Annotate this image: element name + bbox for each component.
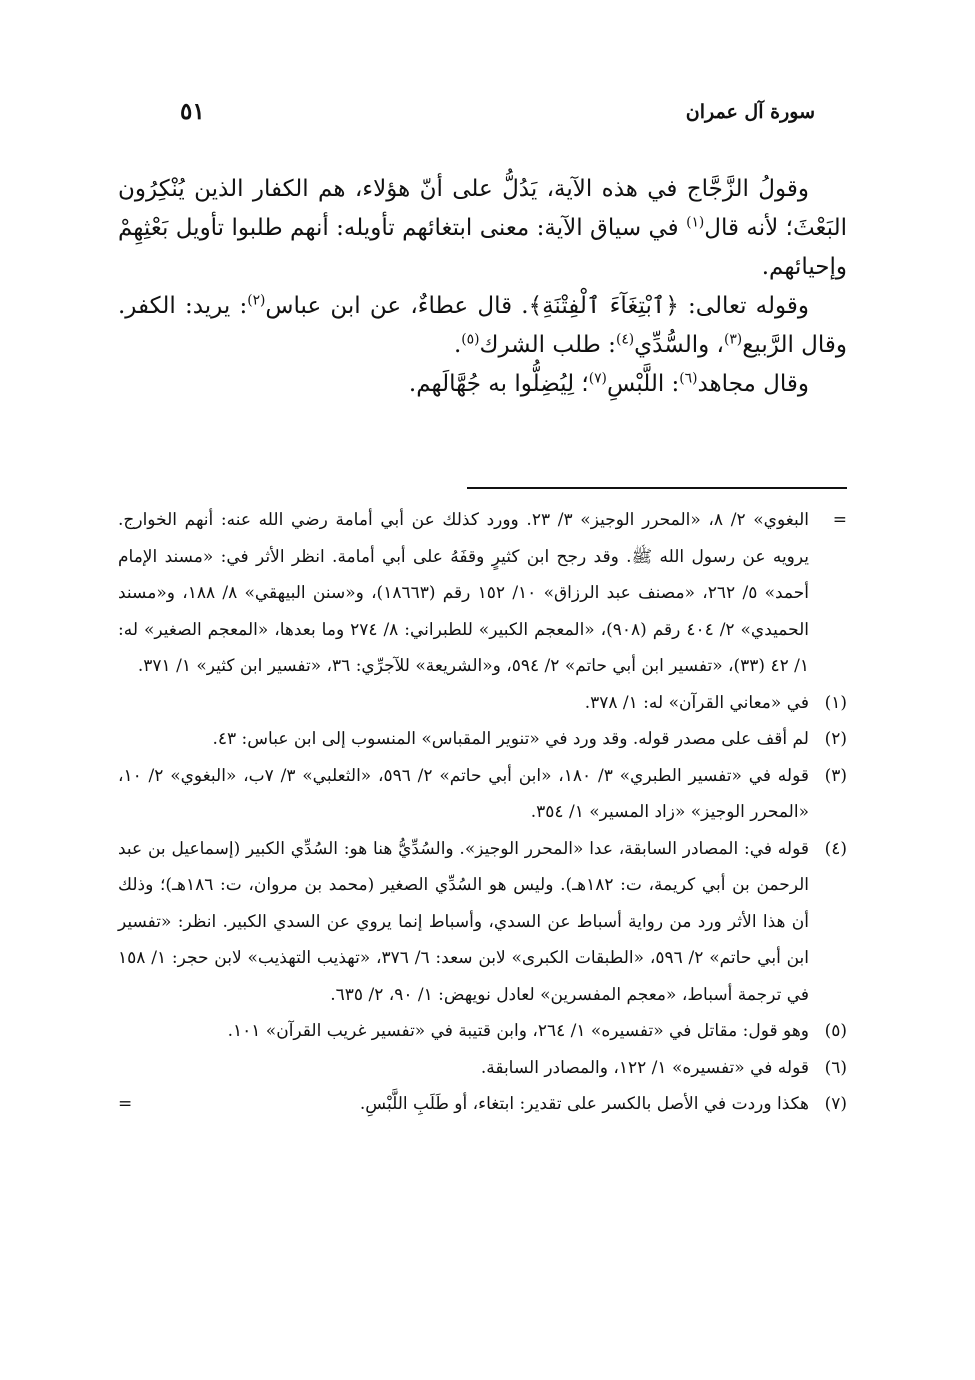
- footnote-marker: (٣): [824, 765, 847, 786]
- surah-title: سورة آل عمران: [685, 100, 815, 123]
- footnote-text: هكذا وردت في الأصل بالكسر على تقدير: ابتغاء، أو طَلَبِ اللَّبْسِ.: [359, 1094, 809, 1114]
- footnote-text: قوله في «تفسيره» ١/ ١٢٢، والمصادر السابقة.: [480, 1057, 809, 1078]
- page-header: [180, 98, 815, 125]
- quran-quote: ﴿ٱبْتِغَآءَ ٱلْفِتْنَةِ﴾: [528, 293, 679, 319]
- footnote-marker: (٤): [824, 838, 847, 859]
- footnote-ref: (٦): [679, 370, 698, 387]
- footnote-ref: (٥): [461, 331, 480, 348]
- continues-marker: =: [118, 1094, 133, 1114]
- footnote-2: [118, 721, 847, 758]
- footnote-marker: (٦): [824, 1057, 847, 1078]
- footnote-text: البغوي» ٢/ ٨، «المحرر الوجيز» ٣/ ٢٣. وورد كذلك عن أبي أمامة رضي الله عنه: أنهم الخوارج. يرويه عن رسول الله ﷺ. وقد رجح ابن كثيرٍ وقفَهُ على أبي أمامة. انظر الأثر في: «مسند الإمام أحمد» ٥/ ٢٦٢، «مصنف عبد الرزاق» ١٠/ ١٥٢ رقم (١٨٦٦٣)، و«سنن البيهقي» ٨/ ١٨٨، و«مسند الحميدي» ٢/ ٤٠٤ رقم (٩٠٨)، «المعجم الكبير» للطبراني: ٨/ ٢٧٤ وما بعدها، «المعجم الصغير» له: ١/ ٤٢ (٣٣)، «تفسير ابن أبي حاتم» ٢/ ٥٩٤، و«الشريعة» للآجرِّي: ٣٦، «تفسير ابن كثير» ١/ ٣٧١.: [118, 510, 809, 676]
- footnote-text: قوله في «تفسير الطبري» ٣/ ١٨٠، «ابن أبي حاتم» ٢/ ٥٩٦، «الثعلبي» ٣/ ٧ب، «البغوي» ٢/ ١٠، «المحرر الوجيز» «زاد المسير» ١/ ٣٥٤.: [118, 765, 809, 822]
- paragraph: وقال مجاهد$^{(٦)}$: اللَّبْسِ$^{(٧)}$؛ لِيُضِلُّوا به جُهَّالَهم.: [408, 370, 809, 397]
- paragraph: وقوله تعالى: ﴿ٱبْتِغَآءَ ٱلْفِتْنَةِ﴾. قال عطاءٌ، عن ابن عباس$^{(٢)}$: يريد: الكفر. وقال الرَّبيع$^{(٣)}$، والسُّدِّي$^{(٤)}$: طلب الشرك$^{(٥)}$.: [118, 292, 847, 358]
- footnote-text: قوله في: المصادر السابقة، عدا «المحرر الوجيز». والسُدِّيُّ هنا هو: السُدِّي الكبير (إسماعيل بن عبد الرحمن بن أبي كريمة، ت: ١٨٢هـ). وليس هو السُدِّي الصغير (محمد بن مروان، ت: ١٨٦هـ)؛ وذلك أن هذا الأثر ورد من رواية أسباط عن السدي، وأسباط إنما يروي عن السدي الكبير. انظر: «تفسير ابن أبي حاتم» ٢/ ٥٩٦، «الطبقات الكبرى» لابن سعد: ٦/ ٣٧٦، «تهذيب التهذيب» لابن حجر: ١/ ١٥٨ في ترجمة أسباط، «معجم المفسرين» لعادل نويهض: ١/ ٩٠، ٢/ ٦٣٥.: [118, 838, 810, 1005]
- main-text: [118, 170, 847, 404]
- continuation-marker: =: [832, 510, 847, 530]
- footnotes: [118, 502, 847, 1123]
- footnote-continuation: [118, 502, 847, 685]
- footnote-divider: [467, 487, 847, 489]
- footnote-text: في «معاني القرآن» له: ١/ ٣٧٨.: [584, 692, 809, 713]
- footnote-4: [118, 831, 847, 1014]
- footnote-6: [118, 1050, 847, 1087]
- footnote-7: [118, 1086, 847, 1123]
- footnote-marker: (٢): [824, 729, 847, 749]
- footnote-text: لم أقف على مصدر قوله. وقد ورد في «تنوير المقباس» المنسوب إلى ابن عباس: ٤٣.: [212, 729, 809, 749]
- footnote-3: [118, 758, 847, 831]
- footnote-text: وهو قول: مقاتل في «تفسيره» ١/ ٢٦٤، وابن قتيبة في «تفسير غريب القرآن» ١٠١.: [227, 1021, 809, 1041]
- footnote-ref: (٣): [723, 331, 743, 348]
- footnote-ref: (٧): [588, 370, 607, 387]
- paragraph: وقولُ الزَّجَّاج في هذه الآية، يَدُلُّ على أنّ هؤلاء، هم الكفار الذين يُنْكِرُون البَعْثَ؛ لأنه قال$^{(١)}$ في سياق الآية: معنى ابتغائهم تأويله: أنهم طلبوا تأويل بَعْثِهِمْ وإحيائهم.: [118, 176, 847, 280]
- footnote-ref: (٢): [247, 292, 266, 309]
- footnote-ref: (٤): [615, 331, 635, 348]
- footnote-marker: (٥): [824, 1021, 847, 1041]
- footnote-1: [118, 685, 847, 722]
- page-number: ٥١: [180, 98, 205, 125]
- footnote-ref: (١): [686, 214, 705, 231]
- footnote-marker: (١): [824, 692, 847, 713]
- footnote-marker: (٧): [824, 1094, 847, 1114]
- footnote-5: [118, 1013, 847, 1050]
